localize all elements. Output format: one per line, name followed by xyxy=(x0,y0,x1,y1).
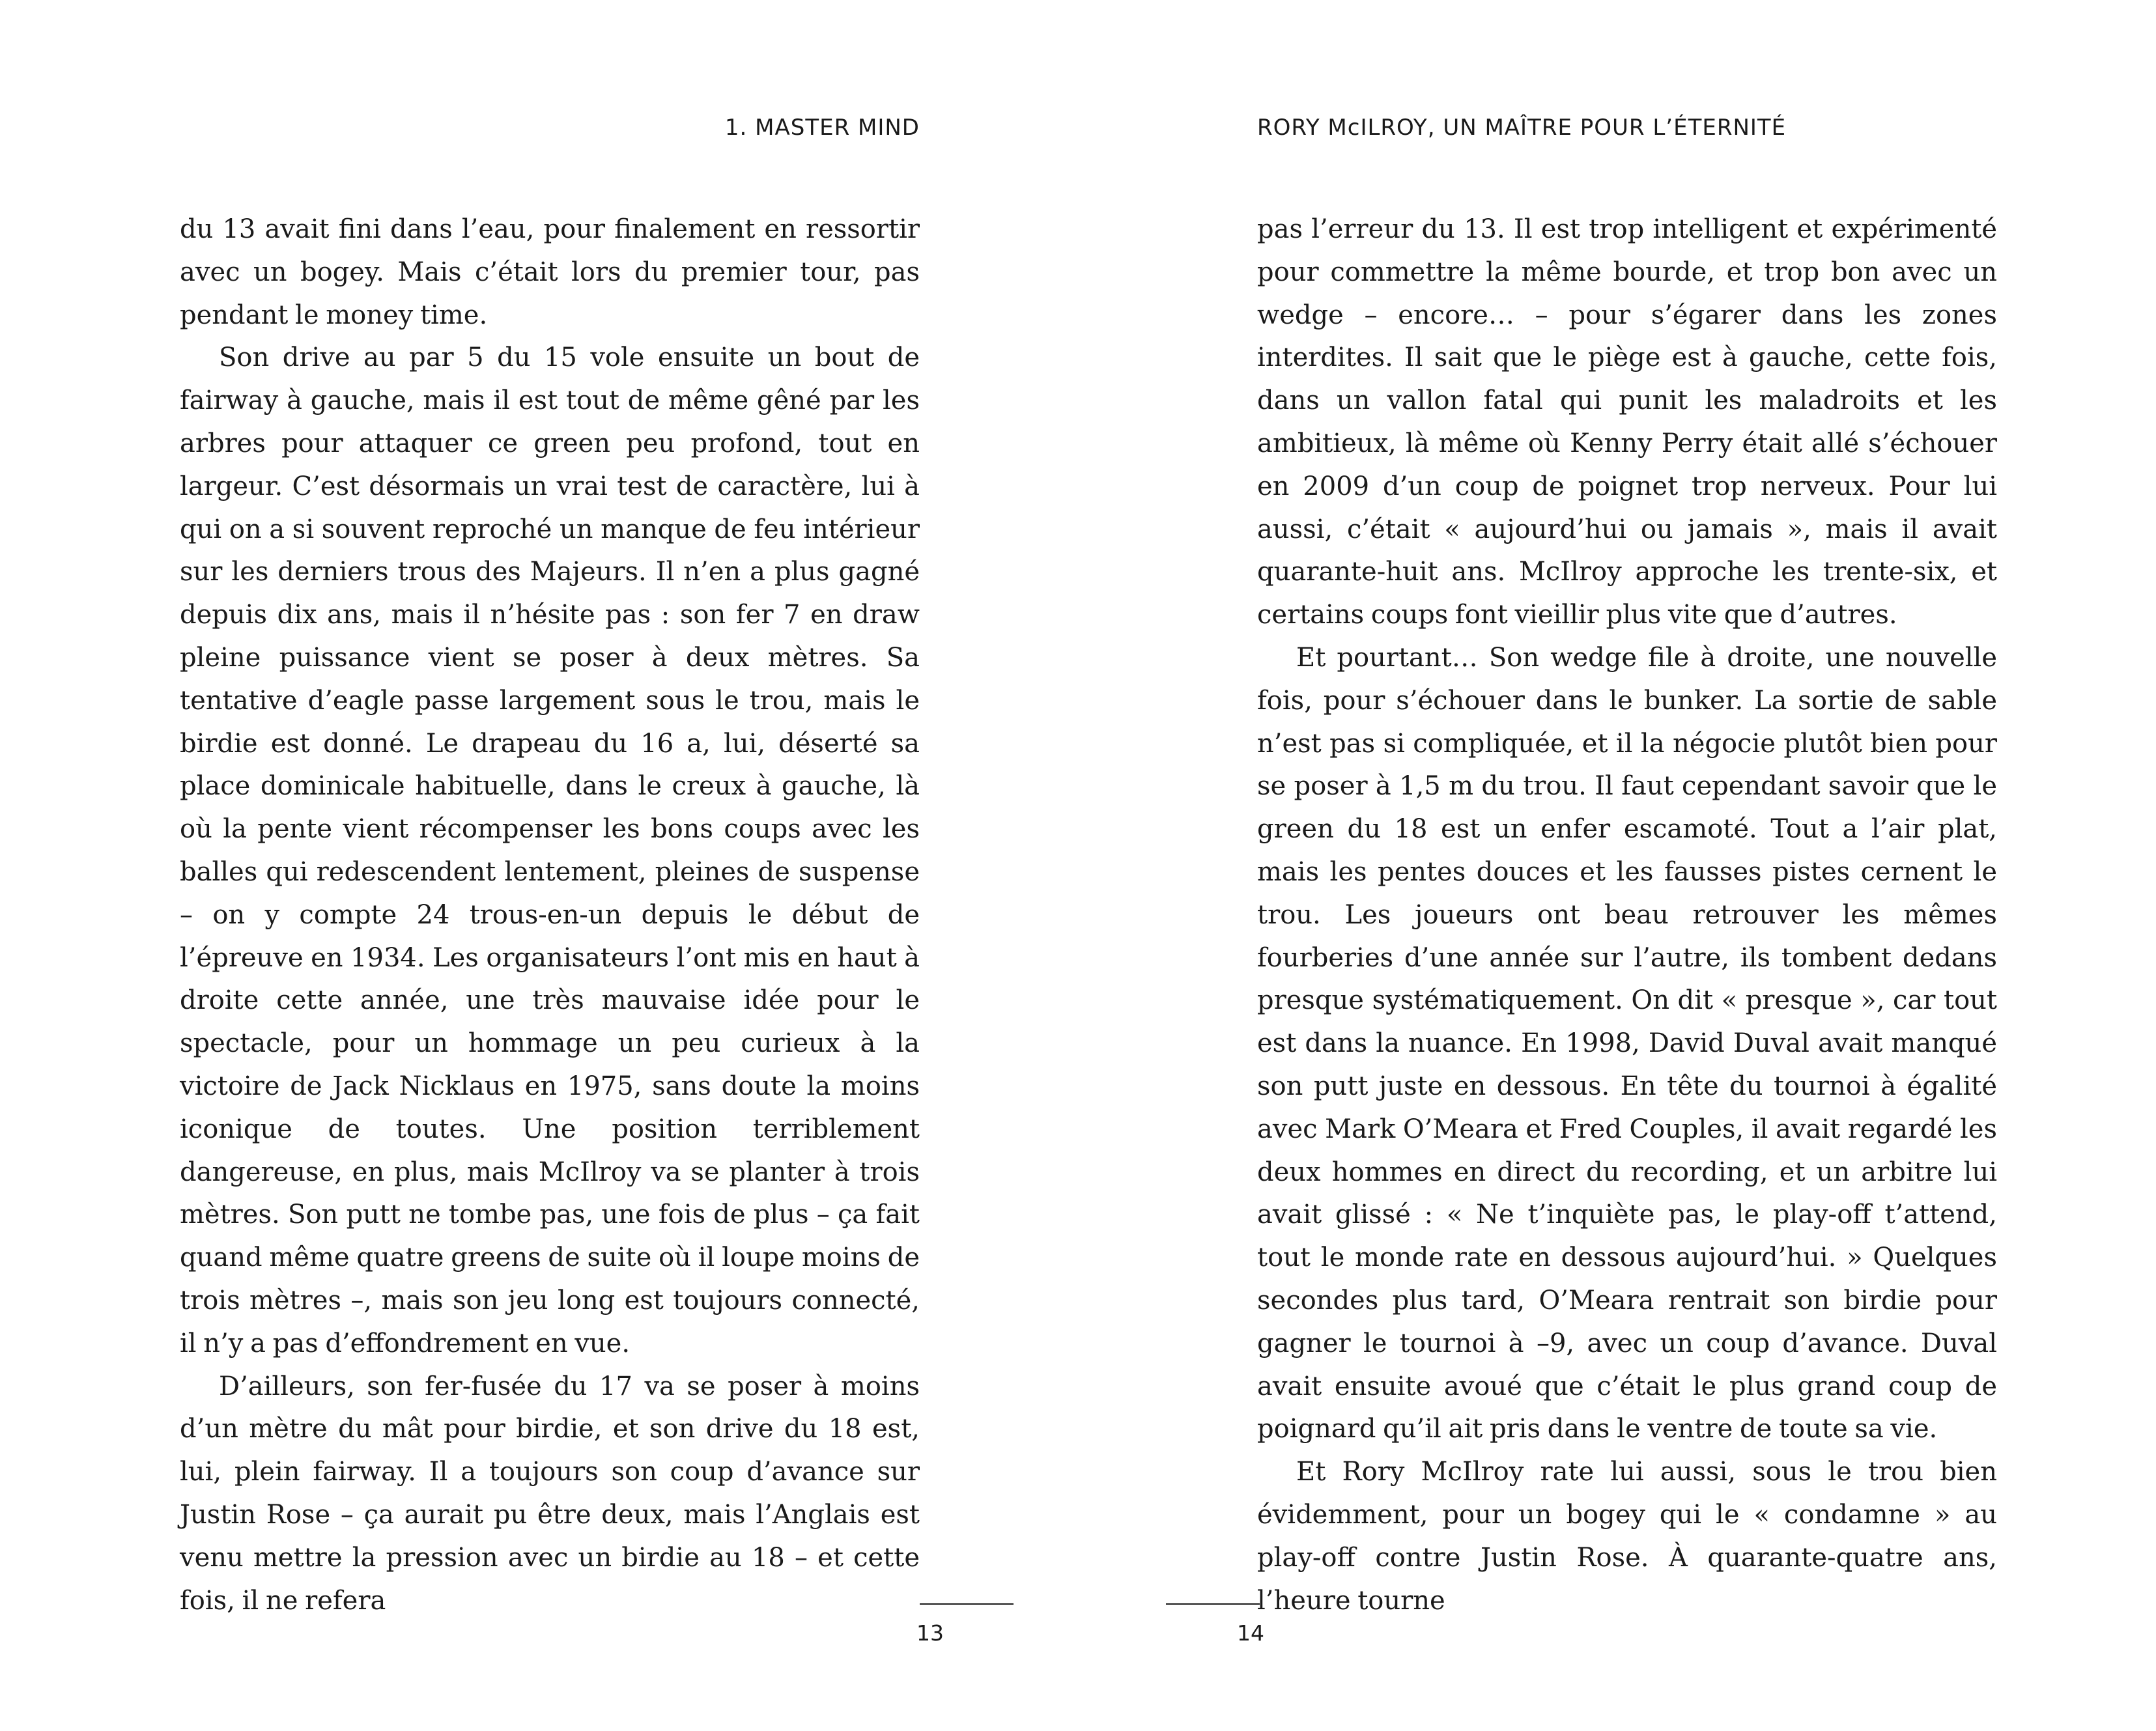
paragraph: Son drive au par 5 du 15 vole ensuite un bout de fairway à gauche, mais il est tout de même gêné par les arbres pour attaquer ce green peu profond, tout en largeur. C’est désormais un vrai test de caractère, lui à qui on a si souvent reproché un manque de feu intérieur sur les derniers trous des Majeurs. Il n’en a plus gagné depuis dix ans, mais il n’hésite pas : son fer 7 en draw pleine puissance vient se poser à deux mètres. Sa tentative d’eagle passe largement sous le trou, mais le birdie est donné. Le drapeau du 16 a, lui, déserté sa place dominicale habituelle, dans le creux à gauche, là où la pente vient récompenser les bons coups avec les balles qui redescendent lentement, pleines de suspense – on y compte 24 trous-en-un depuis le début de l’épreuve en 1934. Les organisateurs l’ont mis en haut à droite cette année, une très mauvaise idée pour le spectacle, pour un hommage un peu curieux à la victoire de Jack Nicklaus en 1975, sans doute la moins iconique de toutes. Une position terriblement dangereuse, en plus, mais McIlroy va se planter à trois mètres. Son putt ne tombe pas, une fois de plus – ça fait quand même quatre greens de suite où il loupe moins de trois mètres –, mais son jeu long est toujours connecté, il n’y a pas d’effondrement en vue. xyxy=(180,343,920,1358)
running-head-left: 1. MASTER MIND xyxy=(724,115,920,141)
left-page xyxy=(180,0,920,1731)
paragraph: Et Rory McIlroy rate lui aussi, sous le trou bien évidemment, pour un bogey qui le « condamne » au play-off contre Justin Rose. À quarante-quatre ans, l’heure tourne xyxy=(1257,1457,1997,1616)
folio-rule-right xyxy=(1166,1603,1260,1605)
right-page-body xyxy=(1257,208,1997,1622)
paragraph: pas l’erreur du 13. Il est trop intelligent et expérimenté pour commettre la même bourde, et trop bon avec un wedge – encore… – pour s’égarer dans les zones interdites. Il sait que le piège est à gauche, cette fois, dans un vallon fatal qui punit les maladroits et les ambitieux, là même où Kenny Perry était allé s’échouer en 2009 d’un coup de poignet trop nerveux. Pour lui aussi, c’était « aujourd’hui ou jamais », mais il avait quarante-huit ans. McIlroy approche les trente-six, et certains coups font vieillir plus vite que d’autres. xyxy=(1257,214,1997,630)
page-number-right: 14 xyxy=(1237,1620,1264,1646)
left-page-body xyxy=(180,208,920,1622)
page-number-left: 13 xyxy=(916,1620,944,1646)
folio-rule-left xyxy=(920,1603,1014,1605)
running-head-right: RORY McILROY, UN MAÎTRE POUR L’ÉTERNITÉ xyxy=(1257,115,1787,141)
right-page xyxy=(1257,0,1997,1731)
paragraph: du 13 avait fini dans l’eau, pour finalement en ressortir avec un bogey. Mais c’était lors du premier tour, pas pendant le money time. xyxy=(180,214,920,330)
paragraph: D’ailleurs, son fer-fusée du 17 va se poser à moins d’un mètre du mât pour birdie, et son drive du 18 est, lui, plein fairway. Il a toujours son coup d’avance sur Justin Rose – ça aurait pu être deux, mais l’Anglais est venu mettre la pression avec un birdie au 18 – et cette fois, il ne refera xyxy=(180,1371,920,1616)
paragraph: Et pourtant… Son wedge file à droite, une nouvelle fois, pour s’échouer dans le bunker. La sortie de sable n’est pas si compliquée, et il la négocie plutôt bien pour se poser à 1,5 m du trou. Il faut cependant savoir que le green du 18 est un enfer escamoté. Tout a l’air plat, mais les pentes douces et les fausses pistes cernent le trou. Les joueurs ont beau retrouver les mêmes fourberies d’une année sur l’autre, ils tombent dedans presque systématiquement. On dit « presque », car tout est dans la nuance. En 1998, David Duval avait manqué son putt juste en dessous. En tête du tournoi à égalité avec Mark O’Meara et Fred Couples, il avait regardé les deux hommes en direct du recording, et un arbitre lui avait glissé : « Ne t’inquiète pas, le play-off t’attend, tout le monde rate en dessous aujourd’hui. » Quelques secondes plus tard, O’Meara rentrait son birdie pour gagner le tournoi à –9, avec un coup d’avance. Duval avait ensuite avoué que c’était le plus grand coup de poignard qu’il ait pris dans le ventre de toute sa vie. xyxy=(1257,642,1997,1444)
